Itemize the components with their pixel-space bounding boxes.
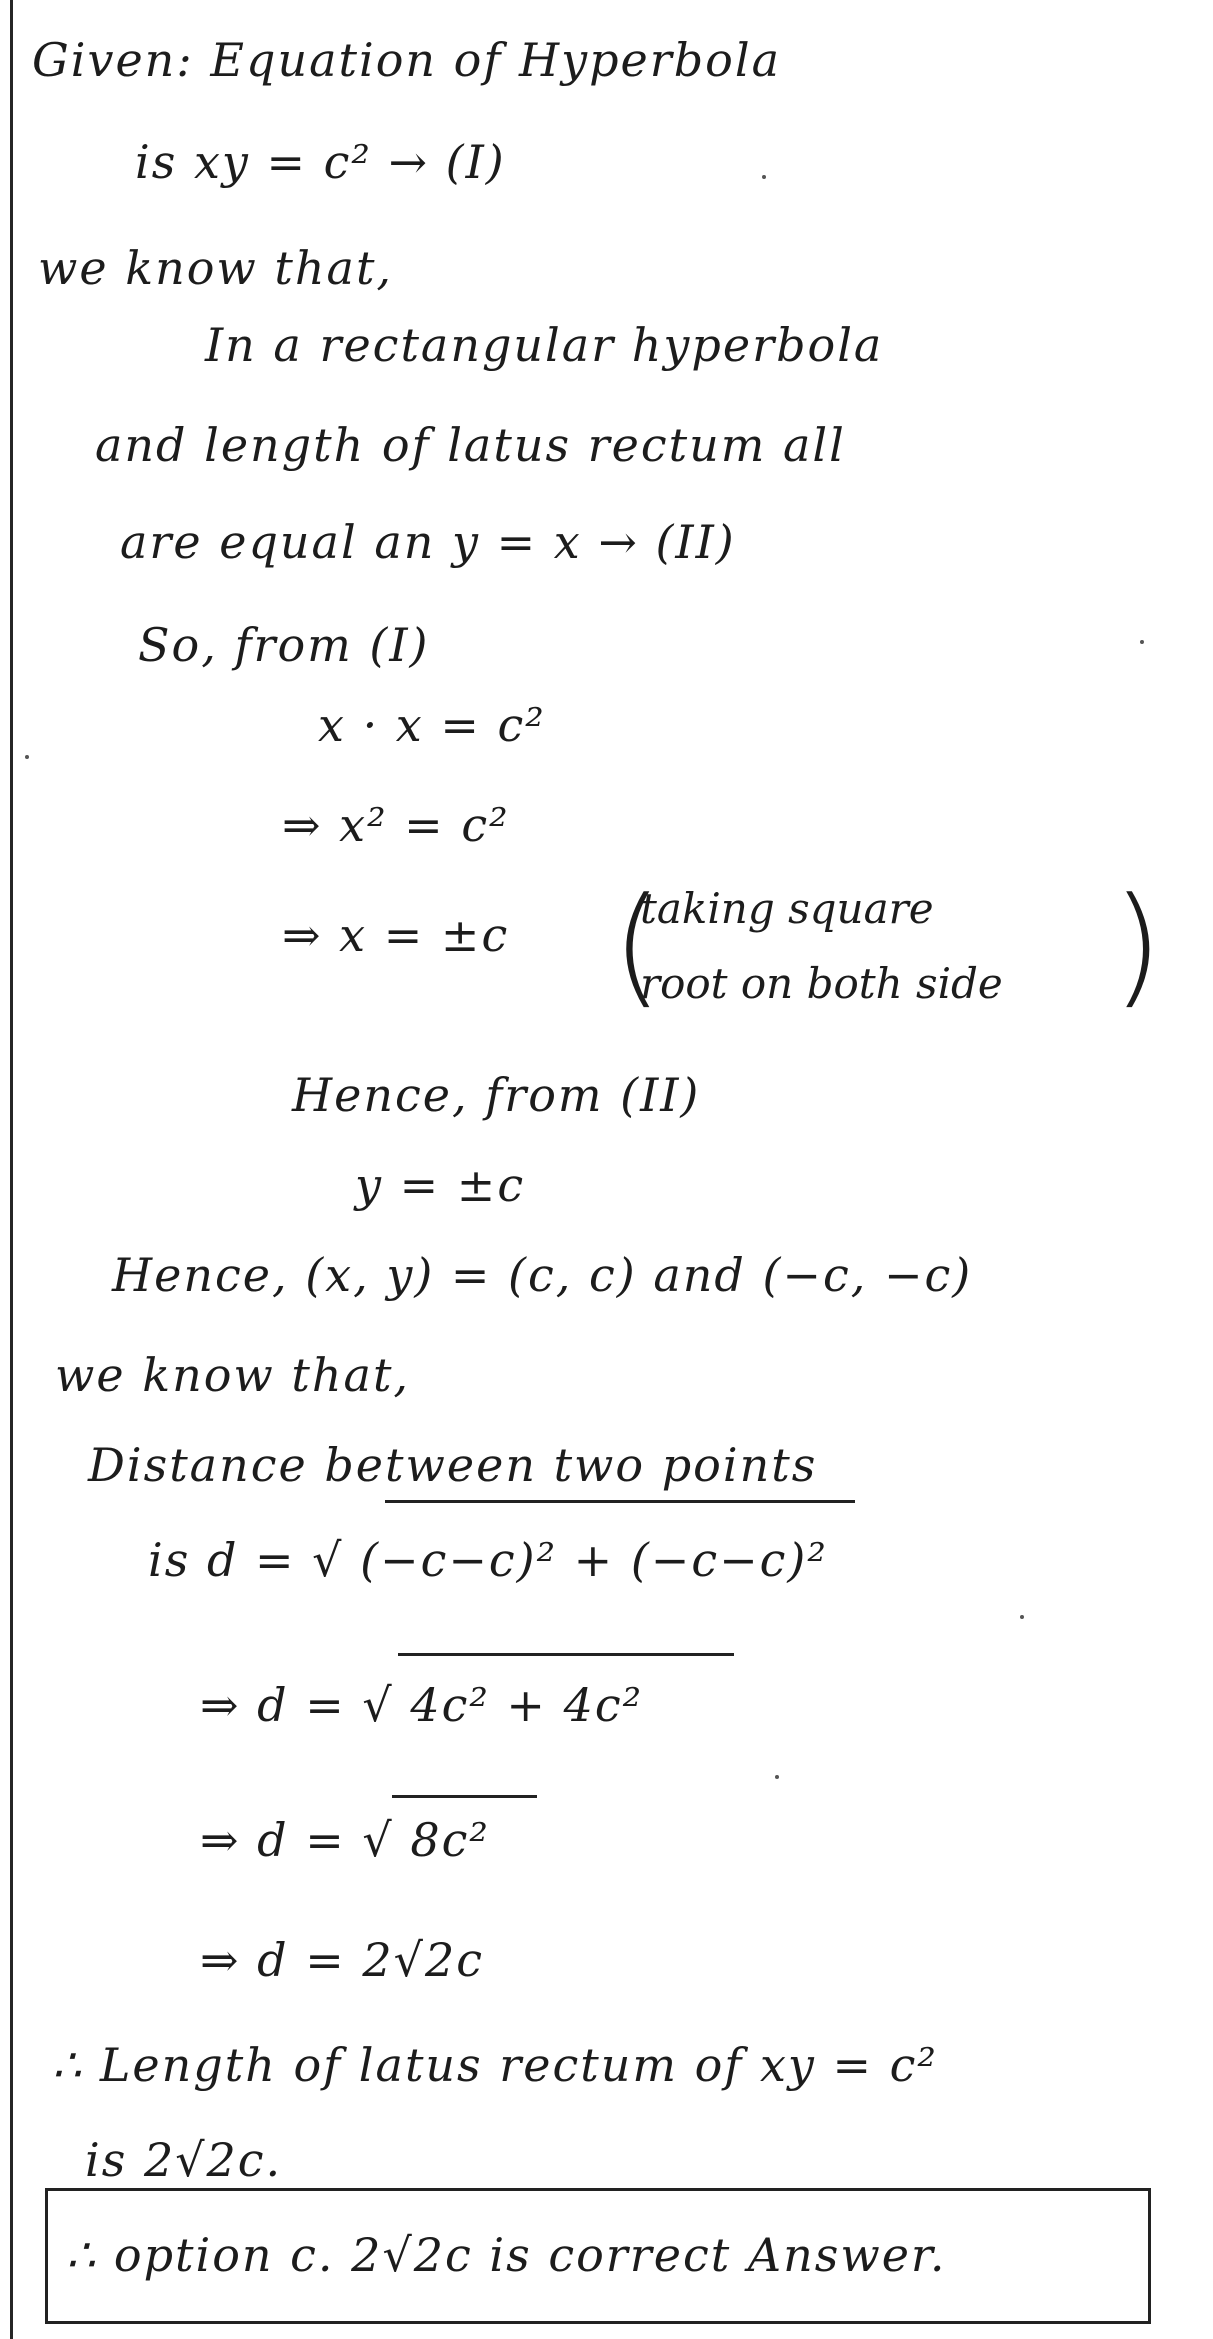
paper-speck: [25, 755, 29, 759]
left-bracket: (: [612, 869, 663, 1021]
distance-line: Distance between two points: [88, 1438, 818, 1492]
sqrt-bar-three: [392, 1795, 537, 1798]
hence-from-line: Hence, from (II): [292, 1068, 701, 1122]
latus-rectum-line: and length of latus rectum all: [95, 418, 846, 472]
answer-text: ∴ option c. 2√2c is correct Answer.: [66, 2228, 947, 2282]
sqrt-bar-two: [398, 1653, 734, 1656]
step-one: x · x = c²: [318, 698, 546, 752]
note-line-two: root on both side: [640, 959, 1003, 1008]
y-value-line: y = ±c: [355, 1158, 526, 1212]
margin-line: [10, 0, 13, 2339]
distance-result: ⇒ d = 2√2c: [200, 1933, 485, 1987]
points-line: Hence, (x, y) = (c, c) and (−c, −c): [112, 1248, 973, 1302]
step-three: ⇒ x = ±c: [282, 908, 510, 962]
equation-one: is xy = c² → (I): [135, 135, 506, 189]
conclusion-line-one: ∴ Length of latus rectum of xy = c²: [52, 2038, 938, 2092]
sqrt-bar-one: [385, 1500, 855, 1503]
rectangular-hyperbola-line: In a rectangular hyperbola: [205, 318, 884, 372]
paper-speck: [762, 175, 766, 179]
paper-speck: [775, 1775, 779, 1779]
distance-formula: is d = √ (−c−c)² + (−c−c)²: [148, 1533, 828, 1587]
note-line-one: taking square: [640, 884, 934, 933]
right-bracket: ): [1112, 869, 1163, 1021]
paper-speck: [1020, 1615, 1024, 1619]
conclusion-line-two: is 2√2c.: [85, 2133, 283, 2187]
distance-step-three: ⇒ d = √ 8c²: [200, 1813, 490, 1867]
so-from-line: So, from (I): [138, 618, 430, 672]
distance-step-two: ⇒ d = √ 4c² + 4c²: [200, 1678, 644, 1732]
equal-line: are equal an y = x → (II): [120, 515, 736, 569]
answer-box: [45, 2188, 1151, 2324]
given-line: Given: Equation of Hyperbola: [32, 33, 782, 87]
paper-speck: [1140, 640, 1144, 644]
step-two: ⇒ x² = c²: [282, 798, 510, 852]
know-that-line-two: we know that,: [55, 1348, 411, 1402]
know-that-line: we know that,: [38, 241, 394, 295]
